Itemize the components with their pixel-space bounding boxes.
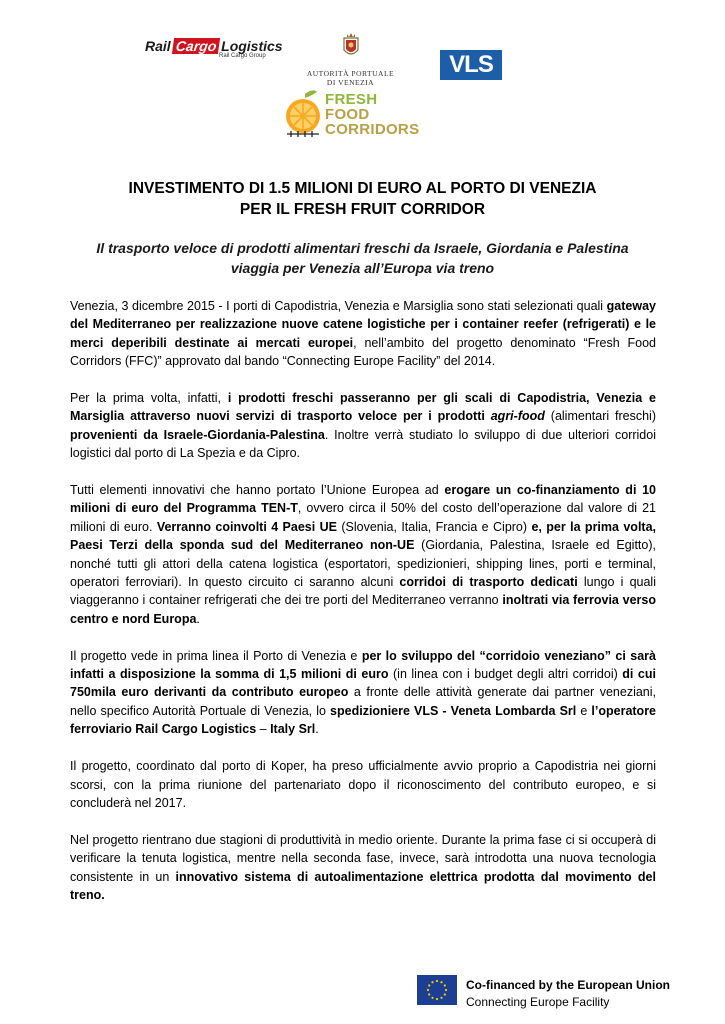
- rcl-group-text: Rail Cargo Group: [219, 53, 266, 59]
- autorita-portuale-logo: [303, 32, 398, 92]
- apv-line1: AUTORITÀ PORTUALE: [306, 69, 395, 78]
- paragraph-4: Il progetto vede in prima linea il Porto di Venezia e per lo sviluppo del “corridoio veneziano” ci sarà infatti a disposizione la somma di 1,5 milioni di euro (in linea con i budget degli altri corridoi) di cui 750mila euro derivanti da contributo europeo a fronte delle attività generate dai partner veneziani, nello specifico Autorità Portuale di Venezia, lo spedizioniere VLS - Veneta Lombarda Srl e l’operatore ferroviario Rail Cargo Logistics – Italy Srl.: [70, 648, 657, 737]
- apv-line2: DI VENEZIA: [326, 78, 375, 87]
- rcl-cargo-word: Cargo: [172, 38, 221, 54]
- paragraph-2: Per la prima volta, infatti, i prodotti freschi passeranno per gli scali di Capodistria, Venezia e Marsiglia attraverso nuovi servizi di trasporto veloce per i prodotti agri-food (alimentari freschi) provenienti da Israele-Giordania-Palestina. Inoltre verrà studiato lo sviluppo di due ulteriori corridoi logistici dal porto di La Spezia e da Cipro.: [70, 391, 657, 461]
- title-line2: PER IL FRESH FRUIT CORRIDOR: [239, 201, 486, 218]
- document-body: [70, 297, 656, 923]
- fresh-food-corridors-logo: [283, 88, 423, 146]
- venice-crest-icon: [336, 32, 366, 60]
- title-line1: INVESTIMENTO DI 1.5 MILIONI DI EURO AL PORTO DI VENEZIA: [128, 180, 597, 197]
- ffc-line3: CORRIDORS: [325, 121, 420, 138]
- paragraph-5: Il progetto, coordinato dal porto di Koper, ha preso ufficialmente avvio proprio a Capodistria nei giorni scorsi, con la prima riunione del partenariato dopo il riconoscimento del contributo europeo, e si concluderà nel 2017.: [70, 759, 656, 810]
- footer-line1: Co-financed by the European Union: [466, 978, 671, 992]
- paragraph-6: Nel progetto rientrano due stagioni di produttività in medio oriente. Durante la prima fase ci si occuperà di verificare la tenuta logistica, mentre nella seconda fase, invece, sarà introdotta una nuova tecnologia consistente in un innovativo sistema di autoalimentazione elettrica prodotta dal movimento del treno.: [70, 832, 656, 902]
- subtitle-line1: Il trasporto veloce di prodotti alimentari freschi da Israele, Giordania e Palestina: [96, 240, 629, 256]
- orange-slice-icon: [283, 88, 325, 138]
- eu-flag-icon: [417, 975, 457, 1005]
- vls-logo: VLS: [440, 50, 502, 80]
- eu-cofinance-note: [466, 977, 670, 1011]
- rcl-logistics-word: Logistics: [221, 38, 283, 54]
- ffc-line2: FOOD: [325, 106, 370, 123]
- document-title: [60, 178, 665, 220]
- rcl-rail-word: Rail: [145, 38, 171, 54]
- header-logos: [0, 16, 725, 87]
- paragraph-1: Venezia, 3 dicembre 2015 - I porti di Capodistria, Venezia e Marsiglia sono stati selezionati quali gateway del Mediterraneo per realizzazione nuove catene logistiche per i container reefer (refrigerati) e le merci deperibili destinate ai mercati europei, nell’ambito del progetto denominato “Fresh Food Corridors (FFC)” approvato dal bando “Connecting Europe Facility” del 2014.: [70, 299, 656, 369]
- rail-cargo-logistics-logo: [145, 38, 283, 72]
- footer-line2: Connecting Europe Facility: [466, 995, 610, 1009]
- ffc-line1: FRESH: [325, 91, 378, 108]
- paragraph-3: Tutti elementi innovativi che hanno portato l’Unione Europea ad erogare un co-finanziamento di 10 milioni di euro del Programma TEN-T, ovvero circa il 50% del costo dell’operazione dal valore di 21 milioni di euro. Verranno coinvolti 4 Paesi UE (Slovenia, Italia, Francia e Cipro) e, per la prima volta, Paesi Terzi della sponda sud del Mediterraneo non-UE (Giordania, Palestina, Israele ed Egitto), nonché tutti gli attori della catena logistica (esportatori, spedizionieri, shipping lines, porti e terminal, operatori ferroviari). In questo circuito ci saranno alcuni corridoi di trasporto dedicati lungo i quali viaggeranno i container refrigerati che dei tre porti del Mediterraneo verranno inoltrati via ferrovia verso centro e nord Europa.: [70, 483, 657, 626]
- subtitle-line2: viaggia per Venezia all’Europa via treno: [230, 260, 495, 276]
- document-subtitle: [60, 238, 665, 278]
